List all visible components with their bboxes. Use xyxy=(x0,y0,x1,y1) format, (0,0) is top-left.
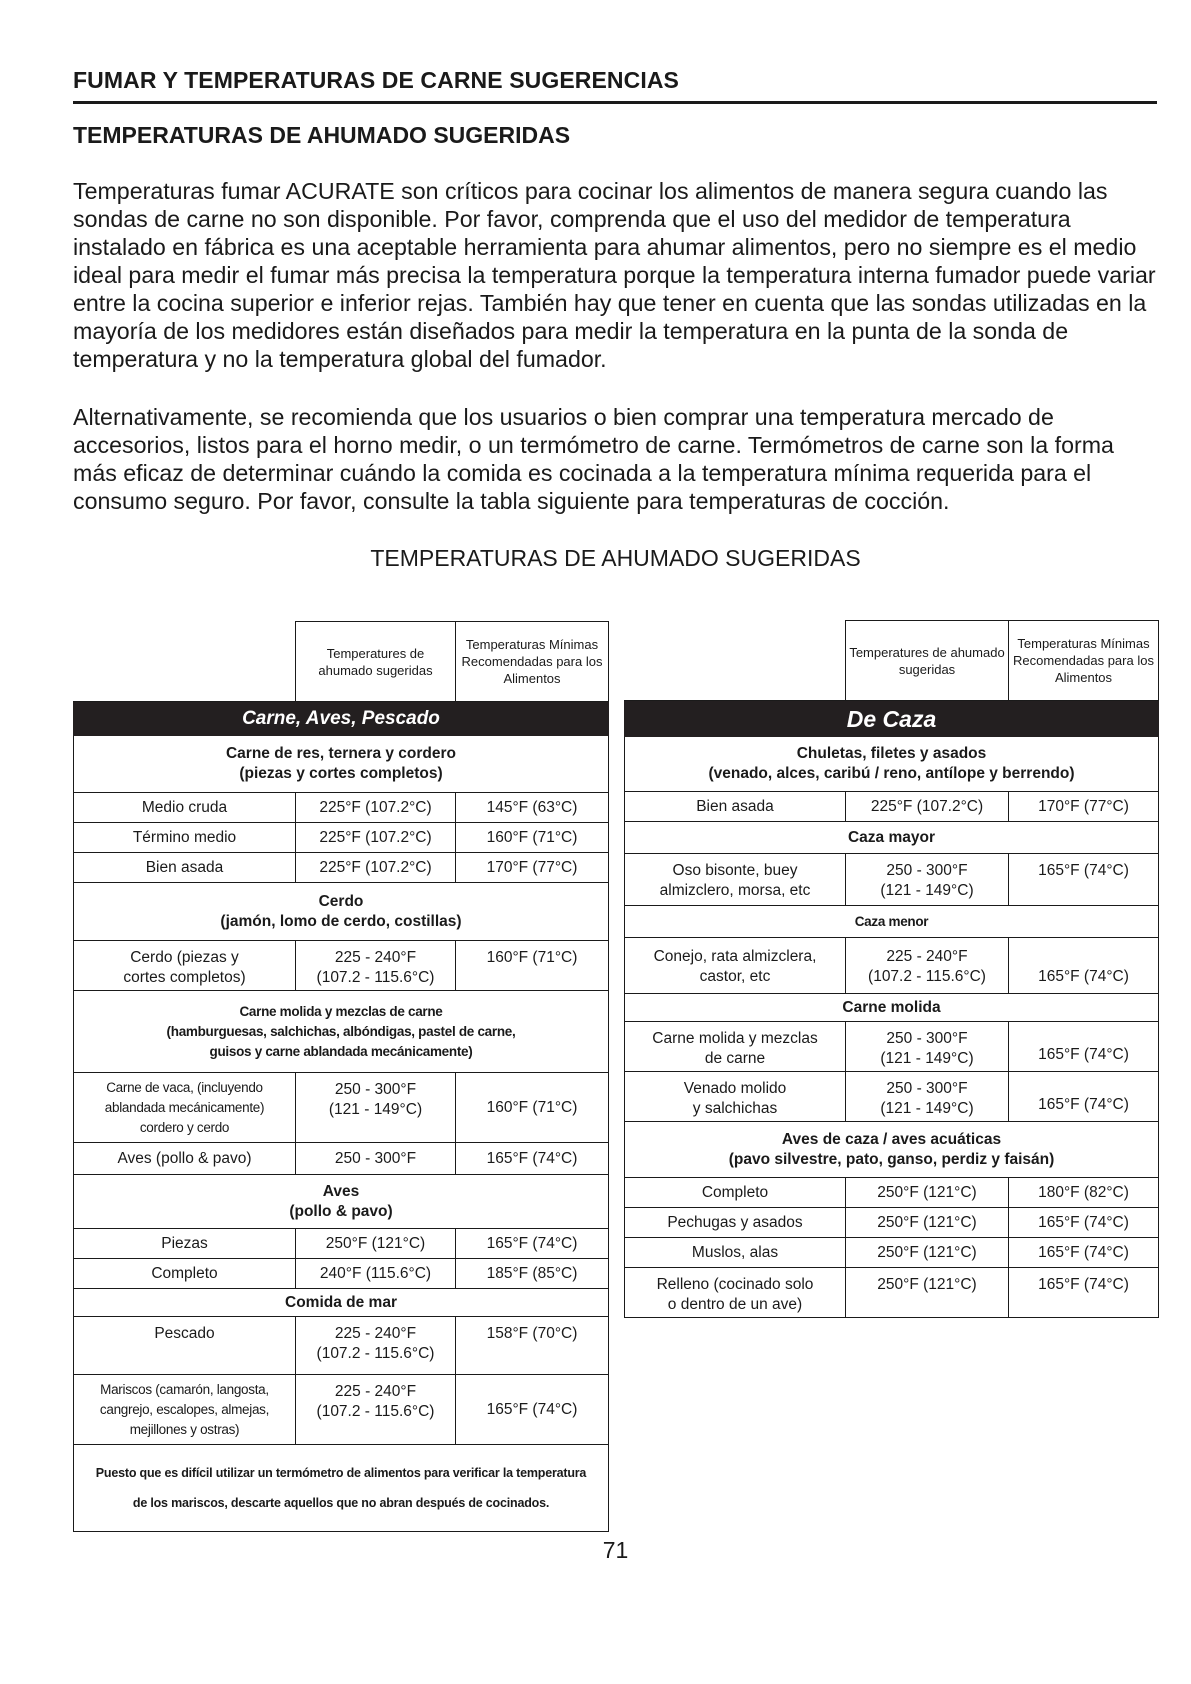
cell-item: Piezas xyxy=(74,1229,296,1259)
cell-smoke-temp: 250°F (121°C) xyxy=(846,1238,1009,1268)
cell-smoke-temp: 225°F (107.2°C) xyxy=(296,793,456,823)
note-line: Puesto que es difícil utilizar un termómetro de alimentos para verificar la temperatura xyxy=(95,1466,587,1480)
cell-item xyxy=(625,1268,846,1318)
table-row xyxy=(74,793,609,823)
section-row xyxy=(625,737,1159,792)
cell-item xyxy=(625,1022,846,1072)
table-row xyxy=(74,823,609,853)
table-row xyxy=(625,1072,1159,1122)
section-row: Caza menor xyxy=(625,906,1159,938)
table-row xyxy=(625,854,1159,906)
heading-divider xyxy=(73,101,1157,104)
cell-smoke-temp: 225°F (107.2°C) xyxy=(846,792,1009,822)
cell-line: cordero y cerdo xyxy=(139,1119,230,1135)
cell-min-temp: 160°F (71°C) xyxy=(456,823,609,853)
section-subtitle: (hamburguesas, salchichas, albóndigas, pastel de carne, xyxy=(166,1023,516,1039)
seafood-note xyxy=(74,1445,609,1532)
section-subtitle: (pavo silvestre, pato, ganso, perdiz y faisán) xyxy=(728,1150,1055,1168)
cell-item: Pescado xyxy=(74,1317,296,1375)
section-row xyxy=(74,991,609,1073)
cell-item: Bien asada xyxy=(625,792,846,822)
table-header-row xyxy=(625,621,1159,701)
cell-smoke-temp xyxy=(296,1375,456,1445)
page-number: 71 xyxy=(602,1537,629,1563)
table-row xyxy=(74,1375,609,1445)
cell-item xyxy=(625,854,846,906)
cell-line: o dentro de un ave) xyxy=(667,1296,803,1313)
table-row xyxy=(74,1143,609,1175)
section-title: Carne molida y mezclas de carne xyxy=(239,1003,443,1019)
section-subtitle: (venado, alces, caribú / reno, antílope y berrendo) xyxy=(708,765,1075,782)
section-row: Caza mayor xyxy=(625,822,1159,854)
intro-paragraph-1: Temperaturas fumar ACURATE son críticos para cocinar los alimentos de manera segura cuando las sondas de carne no son disponible. Por favor, comprenda que el uso del medidor de temperatura instalado en fábrica es una aceptable herramienta para ahumar alimentos, pero no siempre es el medio ideal para medir el fumar más precisa la temperatura porque la temperatura interna fumador puede variar entre la cocina superior e inferior rejas. También hay que tener en cuenta que las sondas utilizadas en la mayoría de los medidores están diseñados para medir la temperatura en la punta de la sonda de temperatura y no la temperatura global del fumador. xyxy=(73,178,1156,372)
cell-line: (121 - 149°C) xyxy=(880,1050,974,1067)
section-row xyxy=(74,883,609,941)
table-row xyxy=(74,941,609,991)
col-header-min-temp: Temperaturas Mínimas Recomendadas para los Alimentos xyxy=(1009,621,1159,701)
table-row xyxy=(625,792,1159,822)
section-title: Chuletas, filetes y asados xyxy=(796,745,987,762)
subsection-heading: TEMPERATURAS DE AHUMADO SUGERIDAS xyxy=(73,122,571,148)
cell-smoke-temp: 240°F (115.6°C) xyxy=(296,1259,456,1289)
table-row xyxy=(74,1317,609,1375)
cell-min-temp: 165°F (74°C) xyxy=(1009,1238,1159,1268)
cell-smoke-temp: 250°F (121°C) xyxy=(846,1268,1009,1318)
cell-line: 225 - 240°F xyxy=(334,1325,417,1342)
cell-item: Pechugas y asados xyxy=(625,1208,846,1238)
cell-line: 250 - 300°F xyxy=(886,1080,968,1097)
table-header-row xyxy=(74,622,609,702)
note-line: de los mariscos, descarte aquellos que no abran después de cocinados. xyxy=(132,1496,550,1510)
cell-smoke-temp xyxy=(846,854,1009,906)
cell-line: Carne molida y mezclas xyxy=(652,1030,818,1047)
cell-smoke-temp xyxy=(846,1022,1009,1072)
cell-min-temp: 165°F (74°C) xyxy=(1009,1208,1159,1238)
section-subtitle: (piezas y cortes completos) xyxy=(239,765,443,782)
section-row: Carne molida xyxy=(625,994,1159,1022)
header-blank xyxy=(74,622,296,702)
cell-min-temp: 185°F (85°C) xyxy=(456,1259,609,1289)
section-subtitle: (jamón, lomo de cerdo, costillas) xyxy=(220,912,462,930)
cell-min-temp: 145°F (63°C) xyxy=(456,793,609,823)
col-header-min-temp: Temperaturas Mínimas Recomendadas para los Alimentos xyxy=(456,622,609,702)
cell-min-temp: 160°F (71°C) xyxy=(456,941,609,991)
cell-item: Aves (pollo & pavo) xyxy=(74,1143,296,1175)
table-row xyxy=(625,1268,1159,1318)
table-row xyxy=(74,853,609,883)
cell-line: cangrejo, escalopes, almejas, xyxy=(99,1401,270,1417)
section-row: Comida de mar xyxy=(74,1289,609,1317)
section-title: Aves xyxy=(322,1182,360,1200)
col-header-smoke-temp: Temperatures de ahumado sugeridas xyxy=(296,622,456,702)
cell-line: (121 - 149°C) xyxy=(880,882,974,899)
cell-line: Oso bisonte, buey xyxy=(672,862,798,879)
cell-line: (121 - 149°C) xyxy=(328,1101,423,1118)
table-row xyxy=(625,1178,1159,1208)
table-game xyxy=(624,620,1159,1318)
cell-item xyxy=(74,941,296,991)
cell-item: Bien asada xyxy=(74,853,296,883)
cell-smoke-temp xyxy=(296,1073,456,1143)
cell-smoke-temp: 250°F (121°C) xyxy=(846,1208,1009,1238)
section-title: Cerdo xyxy=(318,892,364,910)
cell-line: castor, etc xyxy=(699,968,771,985)
cell-line: cortes completos) xyxy=(123,969,246,986)
cell-line: Mariscos (camarón, langosta, xyxy=(100,1381,269,1397)
cell-line: (107.2 - 115.6°C) xyxy=(316,1403,435,1420)
table-row xyxy=(625,938,1159,994)
table-caption: TEMPERATURAS DE AHUMADO SUGERIDAS xyxy=(370,545,861,571)
cell-min-temp: 170°F (77°C) xyxy=(456,853,609,883)
cell-smoke-temp: 225°F (107.2°C) xyxy=(296,853,456,883)
cell-line: 250 - 300°F xyxy=(886,862,968,879)
section-title: Aves de caza / aves acuáticas xyxy=(781,1130,1002,1148)
cell-item xyxy=(74,1073,296,1143)
category-band: Carne, Aves, Pescado xyxy=(74,702,609,736)
cell-min-temp: 165°F (74°C) xyxy=(1009,1072,1159,1122)
cell-min-temp: 165°F (74°C) xyxy=(456,1143,609,1175)
table-row xyxy=(625,1022,1159,1072)
section-heading: FUMAR Y TEMPERATURAS DE CARNE SUGERENCIAS xyxy=(73,67,679,93)
table-meat-poultry-fish xyxy=(73,621,609,1532)
header-blank xyxy=(625,621,846,701)
cell-line: (121 - 149°C) xyxy=(880,1100,974,1117)
cell-item xyxy=(625,938,846,994)
cell-line: ablandada mecánicamente) xyxy=(104,1099,265,1115)
cell-item xyxy=(74,1375,296,1445)
section-row xyxy=(74,736,609,793)
cell-smoke-temp xyxy=(846,938,1009,994)
cell-item: Muslos, alas xyxy=(625,1238,846,1268)
cell-item: Completo xyxy=(74,1259,296,1289)
cell-min-temp: 165°F (74°C) xyxy=(1009,938,1159,994)
cell-smoke-temp: 250°F (121°C) xyxy=(296,1229,456,1259)
cell-min-temp: 160°F (71°C) xyxy=(456,1073,609,1143)
cell-line: (107.2 - 115.6°C) xyxy=(316,1345,435,1362)
intro-paragraph-2: Alternativamente, se recomienda que los usuarios o bien comprar una temperatura mercado de accesorios, listos para el horno medir, o un termómetro de carne. Termómetros de carne son la forma más eficaz de determinar cuándo la comida es cocinada a la temperatura mínima requerida para el consumo seguro. Por favor, consulte la tabla siguiente para temperaturas de cocción. xyxy=(73,404,1114,514)
cell-min-temp: 165°F (74°C) xyxy=(1009,854,1159,906)
cell-min-temp: 165°F (74°C) xyxy=(456,1375,609,1445)
cell-min-temp: 165°F (74°C) xyxy=(1009,1022,1159,1072)
cell-line: 225 - 240°F xyxy=(334,949,417,966)
table-row xyxy=(74,1259,609,1289)
cell-line: 225 - 240°F xyxy=(334,1383,417,1400)
cell-line: 250 - 300°F xyxy=(886,1030,968,1047)
table-row xyxy=(625,1208,1159,1238)
cell-line: Cerdo (piezas y xyxy=(130,949,239,966)
section-title: Carne de res, ternera y cordero xyxy=(225,745,457,762)
table-row xyxy=(74,1229,609,1259)
cell-line: 250 - 300°F xyxy=(334,1081,417,1098)
cell-item: Término medio xyxy=(74,823,296,853)
col-header-smoke-temp: Temperatures de ahumado sugeridas xyxy=(846,621,1009,701)
section-row xyxy=(74,1175,609,1229)
category-band: De Caza xyxy=(625,701,1159,737)
cell-smoke-temp: 225°F (107.2°C) xyxy=(296,823,456,853)
cell-min-temp: 165°F (74°C) xyxy=(456,1229,609,1259)
cell-line: (107.2 - 115.6°C) xyxy=(868,968,986,985)
cell-line: y salchichas xyxy=(692,1100,778,1117)
cell-smoke-temp: 250°F (121°C) xyxy=(846,1178,1009,1208)
cell-item: Completo xyxy=(625,1178,846,1208)
cell-smoke-temp xyxy=(296,941,456,991)
cell-min-temp: 158°F (70°C) xyxy=(456,1317,609,1375)
section-subtitle: guisos y carne ablandada mecánicamente) xyxy=(209,1043,473,1059)
cell-smoke-temp xyxy=(296,1317,456,1375)
table-row xyxy=(74,1073,609,1143)
cell-line: (107.2 - 115.6°C) xyxy=(316,969,435,986)
cell-min-temp: 170°F (77°C) xyxy=(1009,792,1159,822)
cell-item: Medio cruda xyxy=(74,793,296,823)
cell-smoke-temp xyxy=(846,1072,1009,1122)
cell-line: Venado molido xyxy=(683,1080,787,1097)
cell-item xyxy=(625,1072,846,1122)
cell-line: Carne de vaca, (incluyendo xyxy=(106,1079,263,1095)
section-row xyxy=(625,1122,1159,1178)
table-row xyxy=(625,1238,1159,1268)
section-subtitle: (pollo & pavo) xyxy=(289,1202,393,1220)
cell-min-temp: 180°F (82°C) xyxy=(1009,1178,1159,1208)
cell-smoke-temp: 250 - 300°F xyxy=(296,1143,456,1175)
cell-line: mejillones y ostras) xyxy=(129,1421,240,1437)
cell-min-temp: 165°F (74°C) xyxy=(1009,1268,1159,1318)
cell-line: Conejo, rata almizclera, xyxy=(653,948,817,965)
cell-line: almizclero, morsa, etc xyxy=(659,882,811,899)
cell-line: 225 - 240°F xyxy=(886,948,968,965)
cell-line: Relleno (cocinado solo xyxy=(656,1276,814,1293)
cell-line: de carne xyxy=(704,1050,766,1067)
